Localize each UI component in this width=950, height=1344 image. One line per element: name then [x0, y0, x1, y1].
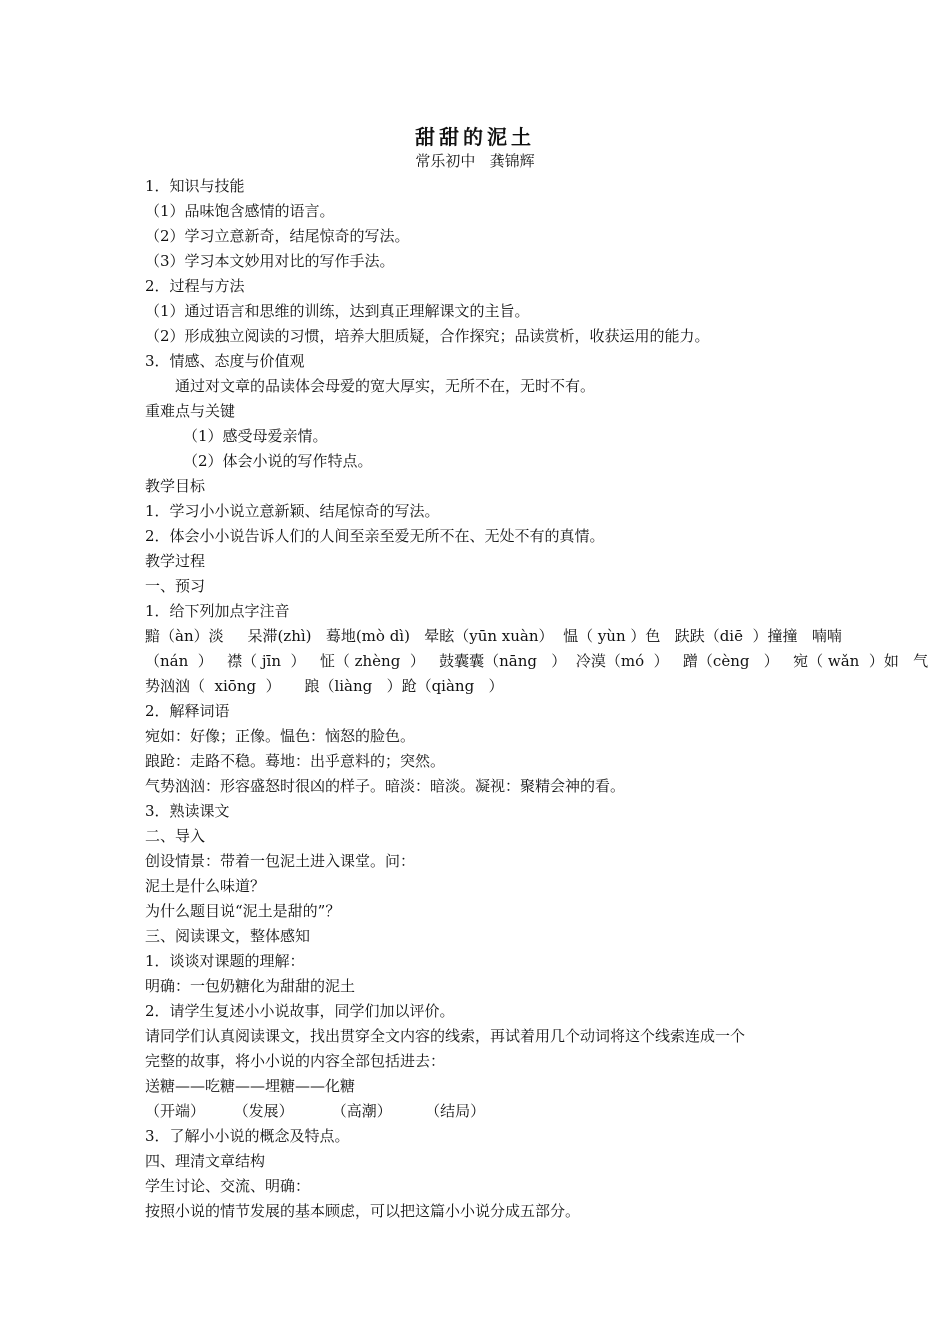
text-line: 1．谈谈对课题的理解：	[145, 952, 305, 970]
text-line: （开端） （发展） （高潮） （结局）	[145, 1102, 486, 1120]
text-line: 泥土是什么味道？	[145, 877, 266, 895]
text-line: 3．了解小小说的概念及特点。	[145, 1127, 350, 1145]
text-line: 3．熟读课文	[145, 802, 230, 820]
text-line: 重难点与关键	[145, 402, 236, 420]
document-title: 甜甜的泥土	[415, 125, 535, 149]
text-line: 2．体会小小说告诉人们的人间至亲至爱无所不在、无处不有的真情。	[145, 527, 605, 545]
text-line: （1）通过语言和思维的训练，达到真正理解课文的主旨。	[145, 302, 530, 320]
author-line: 常乐初中 龚锦辉	[415, 152, 535, 170]
text-line: 三、阅读课文，整体感知	[145, 927, 311, 945]
text-line: 2．请学生复述小小说故事，同学们加以评价。	[145, 1002, 455, 1020]
text-line: 3．情感、态度与价值观	[145, 352, 305, 370]
text-line: 1．学习小小说立意新颖、结尾惊奇的写法。	[145, 502, 440, 520]
text-line: 势汹汹（ xiōng ） 踉（liàng ）跄（qiàng ）	[145, 677, 504, 695]
text-line: 明确：一包奶糖化为甜甜的泥土	[145, 977, 356, 995]
text-line: 按照小说的情节发展的基本顾虑，可以把这篇小小说分成五部分。	[145, 1202, 581, 1220]
text-line: 教学过程	[145, 552, 206, 570]
text-line: 宛如：好像；正像。愠色：恼怒的脸色。	[145, 727, 416, 745]
text-line: （3）学习本文妙用对比的写作手法。	[145, 252, 395, 270]
text-line: （2）学习立意新奇，结尾惊奇的写法。	[145, 227, 410, 245]
text-line: 通过对文章的品读体会母爱的宽大厚实，无所不在，无时不有。	[175, 377, 596, 395]
text-line: 完整的故事，将小小说的内容全部包括进去：	[145, 1052, 446, 1070]
document-body	[145, 174, 929, 1224]
text-line: 气势汹汹：形容盛怒时很凶的样子。暗淡：暗淡。凝视：聚精会神的看。	[145, 777, 626, 795]
text-line: 为什么题目说“泥土是甜的”？	[145, 902, 341, 920]
text-line: 2．解释词语	[145, 702, 230, 720]
text-line: （2）体会小说的写作特点。	[183, 452, 373, 470]
text-line: 教学目标	[145, 477, 206, 495]
text-line: 四、理清文章结构	[145, 1152, 266, 1170]
text-line: （1）品味饱含感情的语言。	[145, 202, 335, 220]
text-line: 二、导入	[145, 827, 206, 845]
text-line: 黯（àn）淡 呆滞(zhì) 蓦地(mò dì) 晕眩（yūn xuàn） 愠（ yùn ）色 趺趺（diē ）撞撞 喃喃	[145, 627, 842, 645]
text-line: （2）形成独立阅读的习惯，培养大胆质疑，合作探究；品读赏析，收获运用的能力。	[145, 327, 710, 345]
text-line: 1．给下列加点字注音	[145, 602, 290, 620]
text-line: （1）感受母爱亲情。	[183, 427, 328, 445]
text-line: 一、预习	[145, 577, 206, 595]
text-line: 请同学们认真阅读课文，找出贯穿全文内容的线索，再试着用几个动词将这个线索连成一个	[145, 1027, 746, 1045]
document-author	[0, 150, 950, 172]
text-line: （nán ） 襟（ jīn ） 怔（ zhèng ） 鼓囊囊（nāng ） 冷漠（mó ） 蹭（cèng ） 宛（ wǎn ）如 气	[145, 652, 929, 670]
text-line: 学生讨论、交流、明确：	[145, 1177, 311, 1195]
text-line: 2．过程与方法	[145, 277, 245, 295]
text-line: 创设情景：带着一包泥土进入课堂。问：	[145, 852, 416, 870]
text-line: 踉跄：走路不稳。蓦地：出乎意料的；突然。	[145, 752, 446, 770]
text-line: 送糖——吃糖——埋糖——化糖	[145, 1077, 356, 1095]
text-line: 1．知识与技能	[145, 177, 245, 195]
